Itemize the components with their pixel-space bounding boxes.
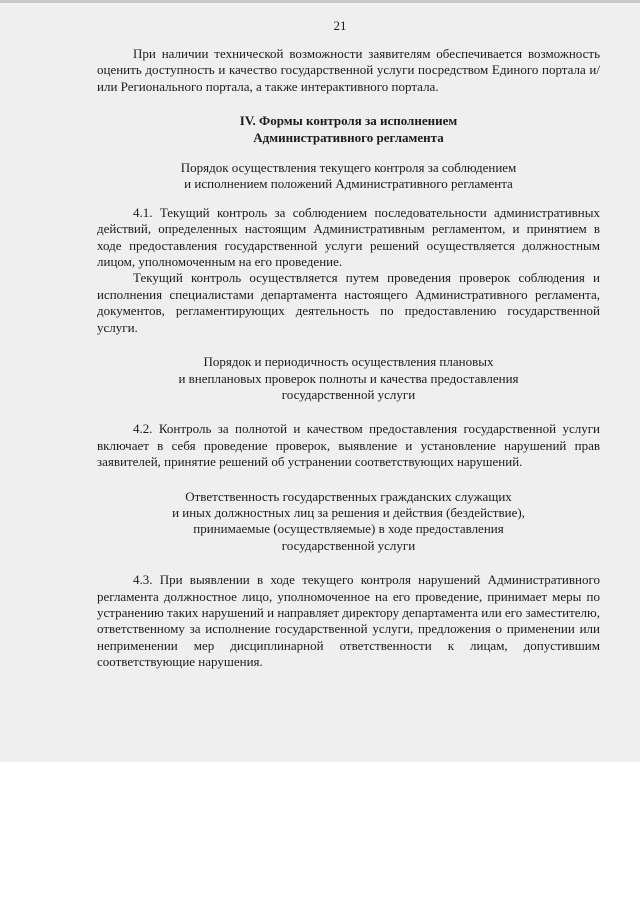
chapter-title-line-1: IV. Формы контроля за исполнением [239,113,458,129]
paragraph-4-2: 4.2. Контроль за полнотой и качеством предоставления государственной услуги включает в себя проведение проверок, выявление и установление нарушений прав заявителей, принятие решений об устранении соответствующих нарушений. [97,421,600,470]
section-heading-line: и внеплановых проверок полноты и качества предоставления [178,370,519,386]
paragraph-4-1: 4.1. Текущий контроль за соблюдением последовательности административных действий, определенных настоящим Административным регламентом, и принятием в ходе предоставления государственной услуги решений осуществляется должностным лицом, уполномоченным на его проведение. [97,204,600,270]
section-heading-line: принимаемые (осуществляемые) в ходе предоставления [193,521,504,537]
section-heading-line: государственной услуги [281,386,416,402]
intro-paragraph: При наличии технической возможности заявителям обеспечивается возможность оценить доступность и качество государственной услуги посредством Единого портала и/или Регионального портала, а также интерактивного портала. [97,46,600,94]
section-heading-inspections [97,354,600,403]
page-top-edge [0,0,640,3]
chapter-title-line-2: Административного регламента [253,129,444,145]
section-heading-line: и исполнением положений Административного регламента [184,176,513,192]
paragraph-4-3: 4.3. При выявлении в ходе текущего контроля нарушений Административного регламента должностное лицо, уполномоченное на его проведение, принимает меры по устранению таких нарушений и направляет директору департамента или его заместителю, ответственному за исполнение государственной услуги, предложения о применении или неприменении мер дисциплинарной ответственности к лицам, допустившим соответствующие нарушения. [97,572,600,670]
section-heading-line: Порядок и периодичность осуществления плановых [203,354,494,370]
section-heading-responsibility [97,489,600,555]
section-heading-current-control [97,160,600,193]
document-body [97,46,600,671]
section-heading-line: и иных должностных лиц за решения и действия (бездействие), [172,504,525,520]
section-heading-line: Ответственность государственных гражданских служащих [185,488,512,504]
paragraph-current-control: Текущий контроль осуществляется путем проведения проверок соблюдения и исполнения специалистами департамента настоящего Административного регламента, документов, регламентирующих деятельность по предоставлению государственной услуги. [97,270,600,335]
chapter-title [97,113,600,146]
section-heading-line: государственной услуги [281,537,416,553]
section-heading-line: Порядок осуществления текущего контроля за соблюдением [180,160,517,176]
page-number: 21 [333,18,347,33]
